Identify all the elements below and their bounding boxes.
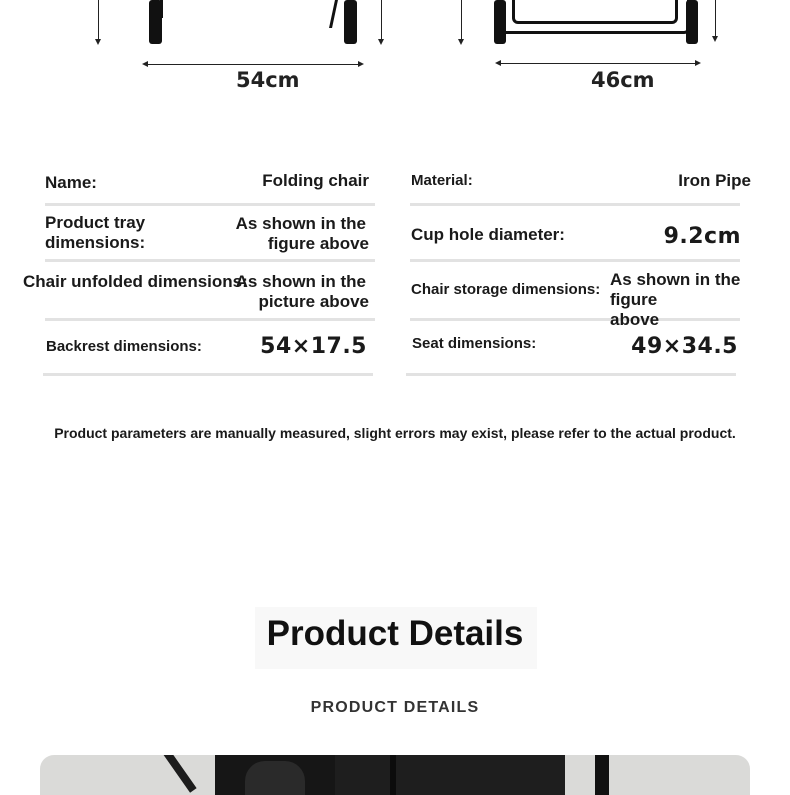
height-arrow-right (381, 0, 382, 40)
row-divider (45, 318, 375, 321)
depth-label: 46cm (591, 68, 655, 92)
depth-arrow-left (461, 0, 462, 40)
chair-seat-fabric (335, 755, 565, 795)
measurement-disclaimer: Product parameters are manually measured, slight errors may exist, please refer to the actual product. (54, 425, 736, 441)
row-divider (43, 373, 373, 376)
width-arrow (147, 64, 359, 65)
section-subtitle: PRODUCT DETAILS (310, 699, 480, 716)
chair-side-frame-inner (512, 0, 678, 24)
backrest-label: Backrest dimensions: (46, 338, 202, 355)
unfolded-value (220, 272, 369, 312)
storage-label: Chair storage dimensions: (411, 281, 601, 298)
height-arrow-left (98, 0, 99, 40)
seat-label: Seat dimensions: (412, 335, 537, 352)
storage-value-line2: above (610, 310, 660, 329)
depth-arrow-right (715, 0, 716, 37)
depth-arrow (500, 63, 696, 64)
seat-value: 49×34.5 (631, 334, 738, 359)
chair-frame-bar (161, 755, 196, 793)
chair-frame-bar (390, 755, 396, 795)
section-title: Product Details (266, 614, 524, 653)
product-photo (40, 755, 750, 795)
unfolded-value-line1: As shown in the (235, 272, 366, 291)
row-divider (410, 203, 740, 206)
row-divider (45, 259, 375, 262)
material-label: Material: (411, 172, 473, 189)
storage-value (610, 270, 788, 330)
chair-frame-bar (245, 761, 305, 795)
unfolded-value-line2: picture above (258, 292, 369, 311)
tray-label (45, 213, 145, 253)
chair-frame-bar (595, 755, 609, 795)
row-divider (406, 373, 736, 376)
row-divider (45, 203, 375, 206)
tray-value-line1: As shown in the (235, 214, 366, 233)
row-divider (410, 259, 740, 262)
name-value: Folding chair (262, 171, 369, 190)
storage-value-line1: As shown in the figure (610, 270, 741, 309)
tray-value (210, 214, 369, 254)
material-value: Iron Pipe (678, 171, 751, 190)
cup-hole-value: 9.2cm (663, 224, 741, 249)
tray-value-line2: figure above (267, 234, 369, 253)
chair-front-frame (150, 0, 163, 18)
unfolded-label: Chair unfolded dimensions: (23, 272, 248, 291)
tray-label-line1: Product tray (45, 213, 146, 232)
tray-label-line2: dimensions: (45, 233, 146, 252)
backrest-value: 54×17.5 (260, 334, 367, 359)
width-label: 54cm (236, 68, 300, 92)
name-label: Name: (45, 173, 97, 192)
cup-hole-label: Cup hole diameter: (411, 225, 565, 244)
